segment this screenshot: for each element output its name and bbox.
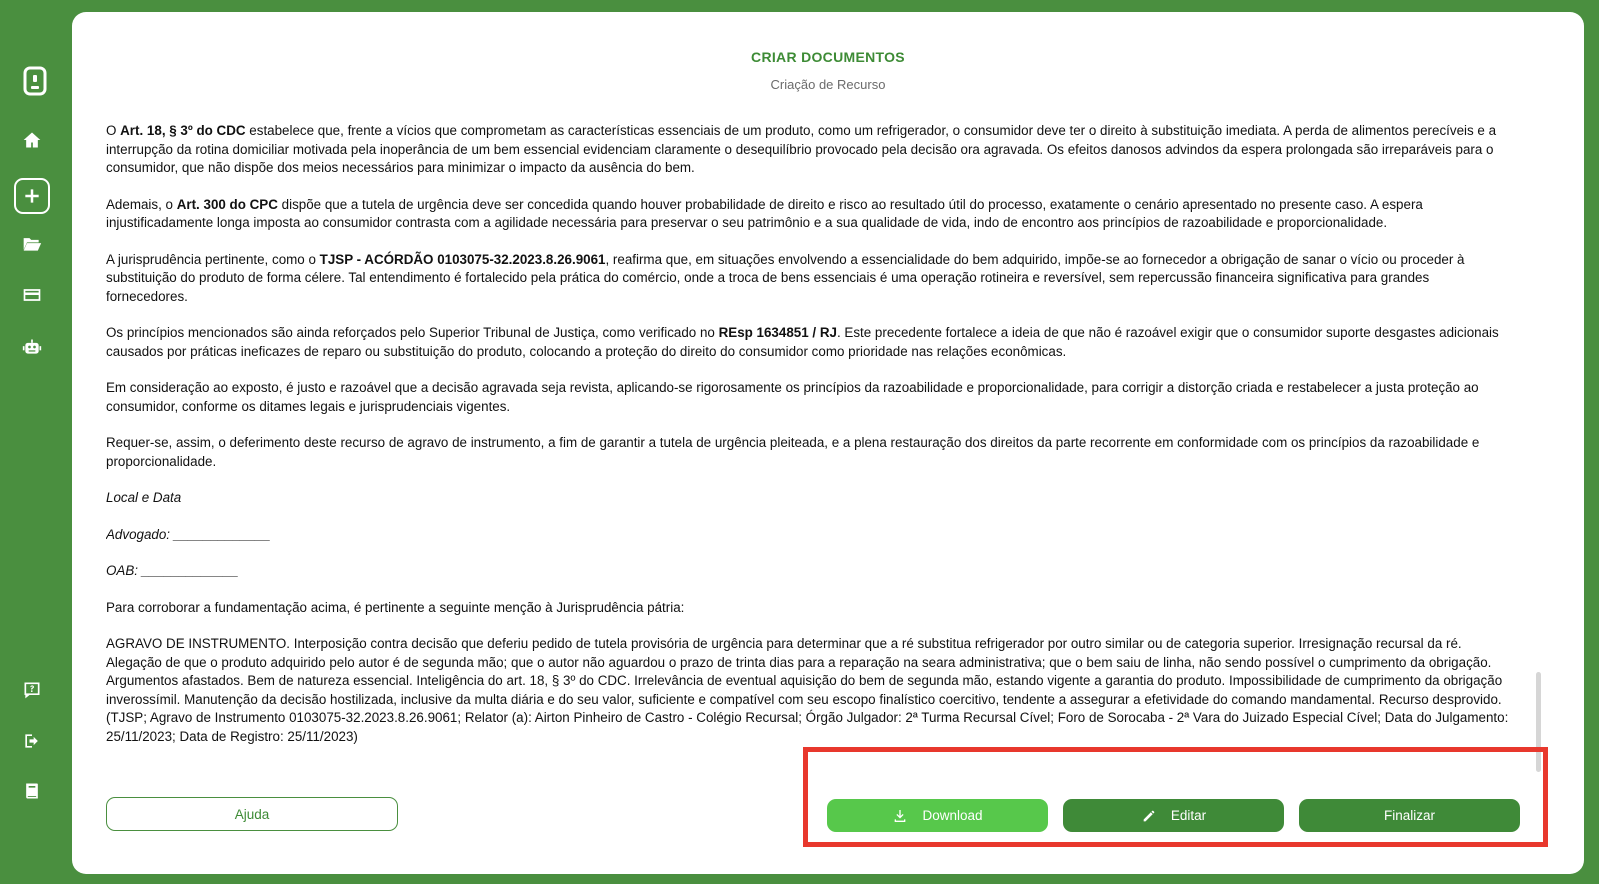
- add-document-button[interactable]: [14, 178, 50, 214]
- local-data-line: Local e Data: [106, 490, 182, 505]
- folder-icon[interactable]: [20, 232, 44, 256]
- doc-paragraph: Ademais, o Art. 300 do CPC dispõe que a tutela de urgência deve ser concedida quando houver probabilidade de direito e risco ao resultado útil do processo, exatamente o cenário apresentado no presente caso. A espera injustificadamente longa imposta ao consumidor contrasta com a agilidade necessária para preservar o seu patrimônio e a sua qualidade de vida, indo de encontro aos princípios de razoabilidade e proporcionalidade.: [106, 196, 1423, 230]
- doc-paragraph: O Art. 18, § 3º do CDC estabelece que, frente a vícios que comprometam as características essenciais de um produto, como um refrigerador, o consumidor deve ter o direito à substituição imediata. A perda de alimentos perecíveis e a interrupção da rotina domiciliar motivada pela inoperância de um bem essencial evidenciam claramente o desequilíbrio provocado pela decisão ora agravada. Os efeitos danosos advindos da espera prolongada são irreparáveis para o consumidor, que não dispõe dos meios necessários para minimizar o impacto da ausência do bem.: [106, 123, 1497, 175]
- document-content: [106, 122, 1512, 776]
- logo-icon[interactable]: [22, 66, 48, 96]
- finish-button[interactable]: Finalizar: [1299, 799, 1520, 832]
- doc-paragraph: Requer-se, assim, o deferimento deste recurso de agravo de instrumento, a fim de garantir a tutela de urgência pleiteada, e a plena restauração dos direitos da parte recorrente em conformidade com os princípios da razoabilidade e proporcionalidade.: [106, 435, 1480, 469]
- help-icon[interactable]: [20, 678, 44, 702]
- book-icon[interactable]: [20, 779, 44, 803]
- credit-card-icon[interactable]: [20, 283, 44, 307]
- page-title: CRIAR DOCUMENTOS: [751, 49, 905, 65]
- pencil-icon: [1141, 808, 1157, 824]
- advogado-line: Advogado: _____________: [106, 526, 271, 542]
- doc-paragraph: Em consideração ao exposto, é justo e razoável que a decisão agravada seja revista, aplicando-se rigorosamente os princípios da razoabilidade e proporcionalidade, para corrigir a distorção criada e restabelecer a justa proteção ao consumidor, conforme os ditames legais e jurisprudenciais vigentes.: [106, 380, 1479, 414]
- plus-icon: [22, 186, 42, 206]
- home-icon[interactable]: [20, 128, 44, 152]
- document-card: [72, 12, 1584, 874]
- jurisprudence-quote: AGRAVO DE INSTRUMENTO. Interposição contra decisão que deferiu pedido de tutela provisória de urgência para determinar que a ré substitua refrigerador por outro similar ou de categoria superior. Irresignação recursal da ré. Alegação de que o produto adquirido pelo autor é de segunda mão; que o autor não aguardou o prazo de trinta dias para a reparação na seara administrativa; que o bem saiu de linha, não sendo possível o cumprimento da obrigação. Argumentos afastados. Bem de natureza essencial. Inteligência do art. 18, § 3º do CDC. Irrelevância de eventual aquisição do bem de segunda mão, estando vigente a garantia do produto. Impossibilidade de cumprimento da obrigação inverossímil. Manutenção da decisão hostilizada, inclusive da multa diária e do seu valor, suficiente e compatível com seu escopo finalístico coercitivo, tendente a assegurar a efetividade do comando mandamental. Recurso desprovido. (TJSP; Agravo de Instrumento 0103075-32.2023.8.26.9061; Relator (a): Airton Pinheiro de Castro - Colégio Recursal; Órgão Julgador: 2ª Turma Recursal Cível; Foro de Sorocaba - 2ª Vara do Juizado Especial Cível; Data do Julgamento: 25/11/2023; Data de Registro: 25/11/2023): [106, 636, 1509, 744]
- doc-paragraph: Os princípios mencionados são ainda reforçados pelo Superior Tribunal de Justiça, como verificado no REsp 1634851 / RJ. Este precedente fortalece a ideia de que não é razoável exigir que o consumidor suporte desgastes adicionais causados por práticas ineficazes de reparo ou substituição do produto, colocando a proteção do direito do consumidor como prioridade nas relações econômicas.: [106, 325, 1499, 359]
- page-subtitle: Criação de Recurso: [770, 77, 886, 92]
- logout-icon[interactable]: [20, 729, 44, 753]
- sidebar: [0, 0, 72, 884]
- help-button[interactable]: Ajuda: [106, 797, 398, 831]
- doc-paragraph: A jurisprudência pertinente, como o TJSP - ACÓRDÃO 0103075-32.2023.8.26.9061, reafirma que, em situações envolvendo a essencialidade do bem adquirido, impõe-se ao fornecedor a obrigação de sanar o vício ou proceder à substituição do produto de forma célere. Tal entendimento é fortalecido pela prática do comércio, onde a troca de bens essenciais é uma operação rotineira e reversível, sem repercussão financeira significativa para grandes fornecedores.: [106, 251, 1465, 304]
- download-icon: [892, 808, 908, 824]
- robot-icon[interactable]: [20, 335, 44, 359]
- oab-line: OAB: _____________: [106, 563, 239, 578]
- doc-paragraph: Para corroborar a fundamentação acima, é pertinente a seguinte menção à Jurisprudência pátria:: [106, 599, 685, 615]
- edit-button[interactable]: Editar: [1063, 799, 1284, 832]
- download-button[interactable]: Download: [827, 799, 1048, 832]
- document-scrollbar[interactable]: [1536, 672, 1541, 772]
